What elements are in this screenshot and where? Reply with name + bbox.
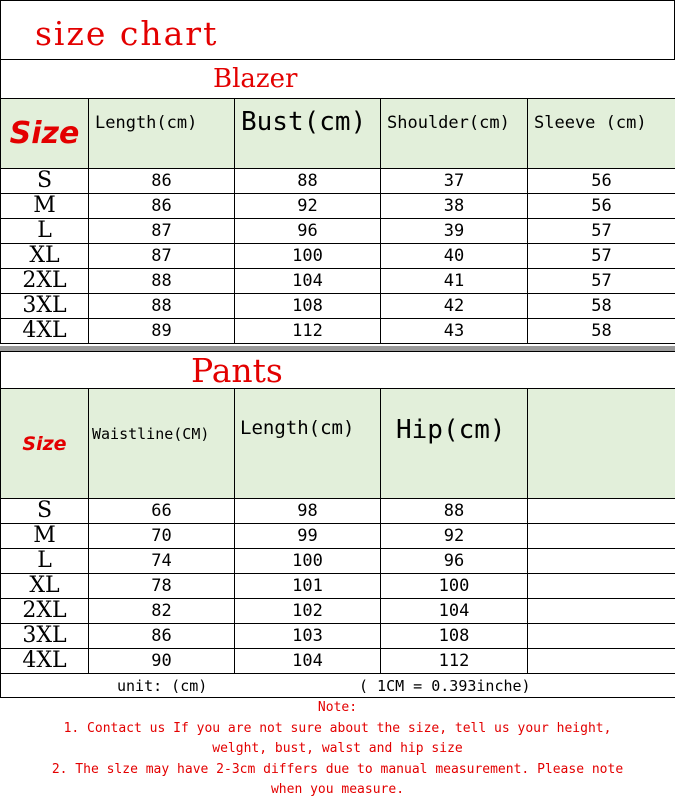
- pants-row: [1, 574, 675, 599]
- blazer-value-cell: 100: [235, 244, 381, 269]
- blazer-value-cell: 58: [528, 294, 675, 319]
- pants-value-cell: 112: [381, 649, 528, 674]
- pants-value-cell: 96: [381, 549, 528, 574]
- blazer-value-cell: 56: [528, 194, 675, 219]
- blazer-value-cell: 41: [381, 269, 528, 294]
- pants-header-row: [1, 389, 675, 499]
- pants-size-cell: 4XL: [1, 649, 89, 674]
- blazer-value-cell: 57: [528, 219, 675, 244]
- pants-value-cell: [528, 549, 675, 574]
- pants-col-length: Length(cm): [235, 389, 381, 499]
- pants-value-cell: [528, 499, 675, 524]
- blazer-row: [1, 194, 675, 219]
- blazer-value-cell: 86: [89, 194, 235, 219]
- blazer-size-cell: 4XL: [1, 319, 89, 344]
- blazer-row: [1, 244, 675, 269]
- pants-row: [1, 524, 675, 549]
- pants-value-cell: 101: [235, 574, 381, 599]
- blazer-value-cell: 88: [89, 269, 235, 294]
- pants-value-cell: 86: [89, 624, 235, 649]
- pants-value-cell: 103: [235, 624, 381, 649]
- blazer-value-cell: 92: [235, 194, 381, 219]
- blazer-col-length: Length(cm): [89, 99, 235, 169]
- blazer-value-cell: 104: [235, 269, 381, 294]
- blazer-value-cell: 88: [235, 169, 381, 194]
- blazer-row: [1, 219, 675, 244]
- blazer-size-cell: 3XL: [1, 294, 89, 319]
- blazer-value-cell: 87: [89, 244, 235, 269]
- pants-value-cell: 104: [381, 599, 528, 624]
- blazer-row: [1, 294, 675, 319]
- pants-value-cell: [528, 574, 675, 599]
- pants-value-cell: 98: [235, 499, 381, 524]
- pants-row: [1, 499, 675, 524]
- pants-value-cell: 82: [89, 599, 235, 624]
- pants-value-cell: 108: [381, 624, 528, 649]
- unit-cell: [1, 674, 675, 698]
- note-line-3: 2. The slze may have 2-3cm differs due to manual measurement. Please note: [51, 761, 624, 777]
- blazer-title: Blazer: [213, 64, 298, 94]
- pants-value-cell: 74: [89, 549, 235, 574]
- pants-value-cell: [528, 624, 675, 649]
- pants-value-cell: 104: [235, 649, 381, 674]
- pants-value-cell: 78: [89, 574, 235, 599]
- pants-value-cell: 92: [381, 524, 528, 549]
- blazer-col-shoulder: Shoulder(cm): [381, 99, 528, 169]
- pants-value-cell: 100: [381, 574, 528, 599]
- conversion-text: ( 1CM = 0.393inche): [359, 677, 531, 695]
- pants-value-cell: 70: [89, 524, 235, 549]
- blazer-value-cell: 43: [381, 319, 528, 344]
- pants-col-empty: [528, 389, 675, 499]
- blazer-size-cell: XL: [1, 244, 89, 269]
- pants-value-cell: 66: [89, 499, 235, 524]
- pants-value-cell: [528, 599, 675, 624]
- blazer-value-cell: 86: [89, 169, 235, 194]
- unit-text: unit: (cm): [117, 677, 208, 695]
- pants-title-cell: [1, 352, 675, 389]
- note-heading: Note:: [317, 700, 358, 715]
- blazer-value-cell: 88: [89, 294, 235, 319]
- blazer-size-cell: L: [1, 219, 89, 244]
- pants-value-cell: [528, 649, 675, 674]
- blazer-value-cell: 89: [89, 319, 235, 344]
- top-border: [0, 0, 675, 1]
- pants-col-waistline: Waistline(CM): [89, 389, 235, 499]
- pants-size-cell: XL: [1, 574, 89, 599]
- pants-row: [1, 549, 675, 574]
- pants-size-label: Size: [22, 432, 67, 455]
- blazer-value-cell: 40: [381, 244, 528, 269]
- blazer-table: [0, 59, 675, 344]
- unit-row: [1, 674, 675, 698]
- pants-size-cell: L: [1, 549, 89, 574]
- pants-table: [0, 351, 675, 698]
- pants-size-cell: 2XL: [1, 599, 89, 624]
- blazer-value-cell: 96: [235, 219, 381, 244]
- blazer-value-cell: 37: [381, 169, 528, 194]
- blazer-size-cell: 2XL: [1, 269, 89, 294]
- pants-value-cell: [528, 524, 675, 549]
- note-line-4: when you measure.: [270, 782, 405, 797]
- blazer-header-row: [1, 99, 675, 169]
- pants-row: [1, 649, 675, 674]
- blazer-value-cell: 56: [528, 169, 675, 194]
- page-title: size chart: [35, 14, 219, 53]
- pants-col-hip: Hip(cm): [381, 389, 528, 499]
- pants-size-cell: M: [1, 524, 89, 549]
- blazer-value-cell: 57: [528, 244, 675, 269]
- left-border: [0, 0, 1, 60]
- blazer-size-header: [1, 99, 89, 169]
- blazer-title-cell: [1, 60, 675, 99]
- blazer-size-cell: S: [1, 169, 89, 194]
- pants-size-cell: S: [1, 499, 89, 524]
- pants-size-header: [1, 389, 89, 499]
- pants-value-cell: 100: [235, 549, 381, 574]
- pants-row: [1, 624, 675, 649]
- pants-value-cell: 102: [235, 599, 381, 624]
- blazer-value-cell: 42: [381, 294, 528, 319]
- blazer-value-cell: 87: [89, 219, 235, 244]
- pants-row: [1, 599, 675, 624]
- pants-value-cell: 99: [235, 524, 381, 549]
- blazer-col-bust: Bust(cm): [235, 99, 381, 169]
- blazer-row: [1, 269, 675, 294]
- pants-value-cell: 90: [89, 649, 235, 674]
- blazer-value-cell: 38: [381, 194, 528, 219]
- blazer-size-cell: M: [1, 194, 89, 219]
- blazer-row: [1, 319, 675, 344]
- blazer-col-sleeve: Sleeve (cm): [528, 99, 675, 169]
- notes: [0, 698, 675, 800]
- note-line-1: 1. Contact us If you are not sure about the size, tell us your height,: [63, 720, 612, 736]
- blazer-row: [1, 169, 675, 194]
- blazer-value-cell: 108: [235, 294, 381, 319]
- pants-value-cell: 88: [381, 499, 528, 524]
- blazer-value-cell: 58: [528, 319, 675, 344]
- blazer-value-cell: 57: [528, 269, 675, 294]
- pants-size-cell: 3XL: [1, 624, 89, 649]
- blazer-value-cell: 112: [235, 319, 381, 344]
- blazer-value-cell: 39: [381, 219, 528, 244]
- pants-title: Pants: [191, 351, 283, 389]
- note-line-2: welght, bust, walst and hip size: [212, 741, 463, 756]
- blazer-size-label: Size: [9, 116, 80, 151]
